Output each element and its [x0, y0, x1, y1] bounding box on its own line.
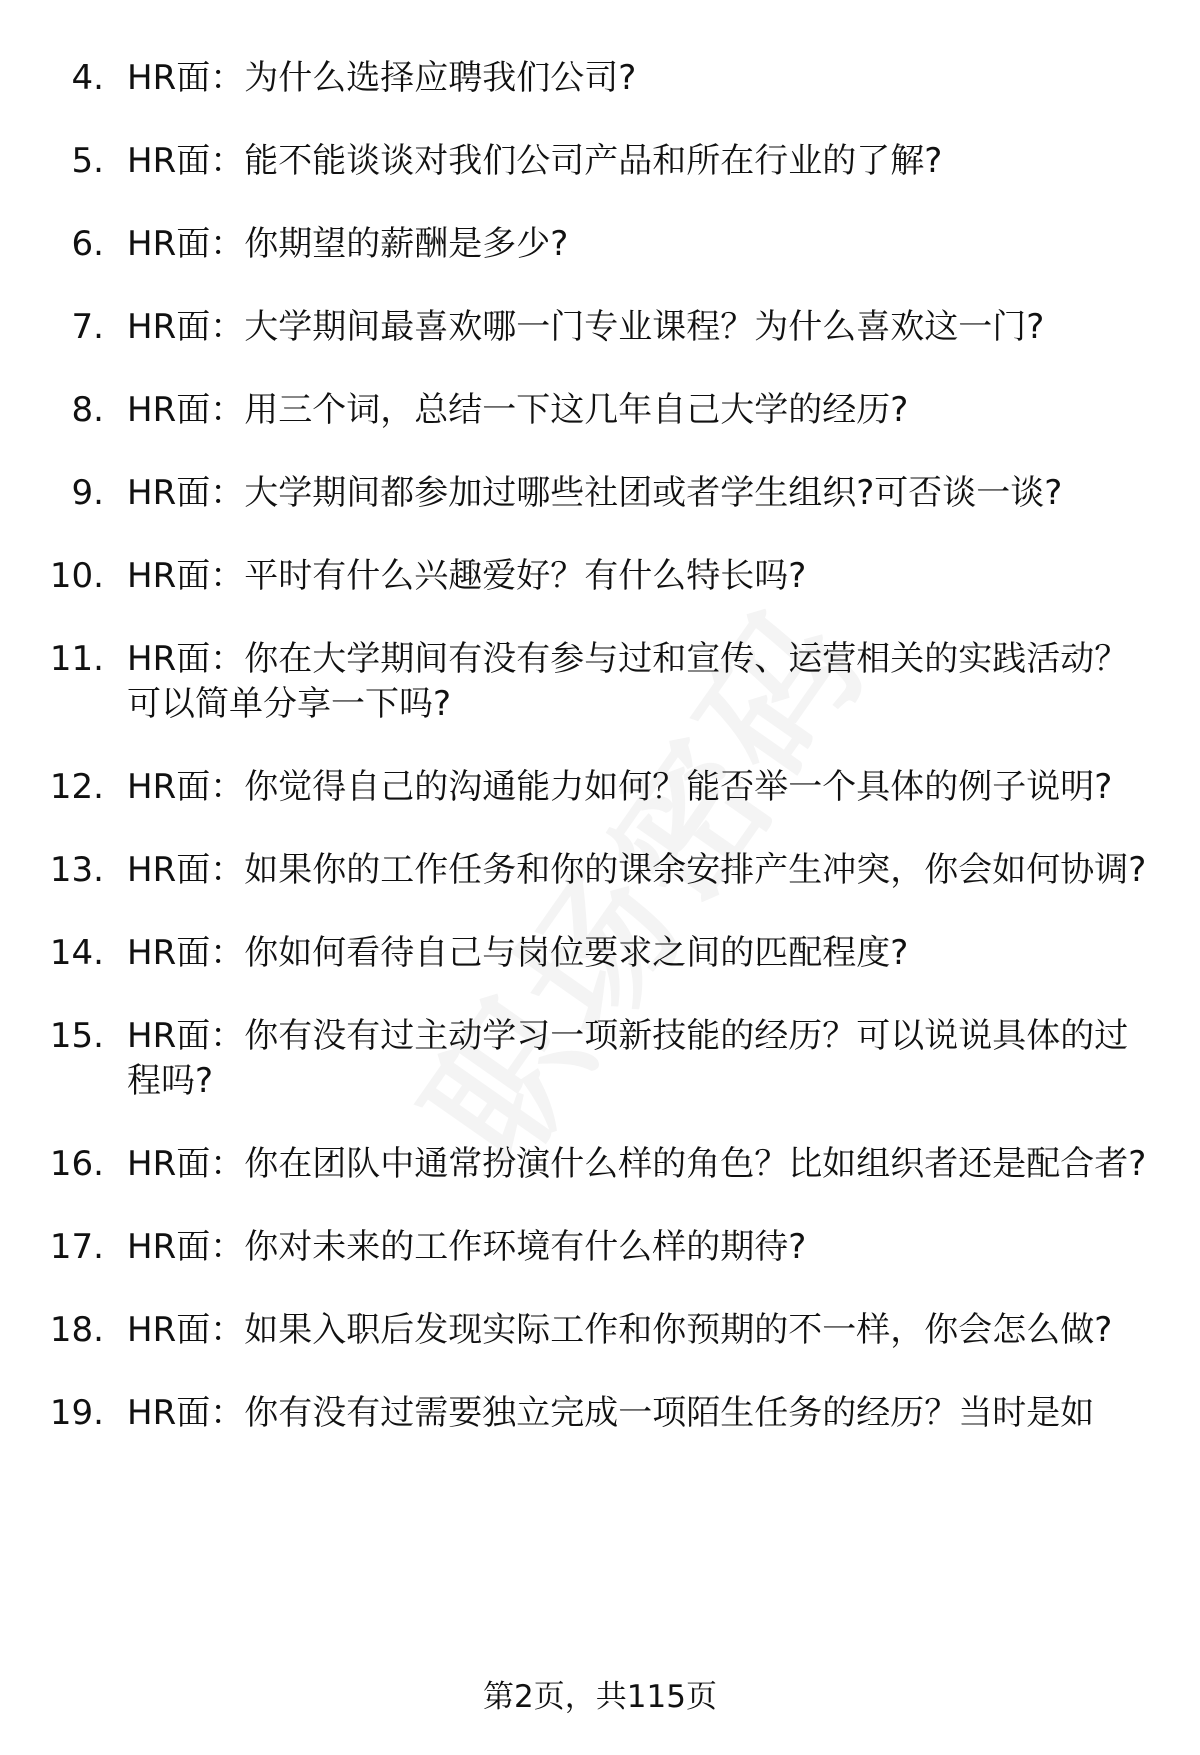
list-item	[0, 1225, 1200, 1270]
item-number: 19.	[49, 1393, 104, 1433]
item-text: HR面：用三个词，总结一下这几年自己大学的经历?	[127, 390, 909, 430]
item-number: 13.	[49, 850, 104, 890]
item-number: 5.	[71, 141, 104, 181]
item-text: HR面：如果你的工作任务和你的课余安排产生冲突，你会如何协调?	[127, 850, 1147, 890]
list-item	[0, 1014, 1200, 1104]
item-text: HR面：你如何看待自己与岗位要求之间的匹配程度?	[127, 933, 909, 973]
list-item	[0, 471, 1200, 516]
list-item	[0, 388, 1200, 433]
list-item	[0, 1391, 1200, 1436]
item-number: 15.	[49, 1016, 104, 1056]
item-number: 12.	[49, 767, 104, 807]
item-text: HR面：能不能谈谈对我们公司产品和所在行业的了解?	[127, 141, 943, 181]
item-text: HR面：为什么选择应聘我们公司?	[127, 58, 637, 98]
list-item	[0, 1308, 1200, 1353]
item-text: HR面：大学期间都参加过哪些社团或者学生组织?可否谈一谈?	[127, 473, 1063, 513]
item-text: HR面：如果入职后发现实际工作和你预期的不一样，你会怎么做?	[127, 1310, 1113, 1350]
item-number: 17.	[49, 1227, 104, 1267]
item-number: 14.	[49, 933, 104, 973]
question-list	[0, 56, 1200, 1474]
list-item	[0, 305, 1200, 350]
list-item	[0, 222, 1200, 267]
item-text: HR面：你觉得自己的沟通能力如何？能否举一个具体的例子说明?	[127, 767, 1113, 807]
item-text: HR面：你对未来的工作环境有什么样的期待?	[127, 1227, 807, 1267]
item-number: 11.	[49, 639, 104, 679]
list-item	[0, 554, 1200, 599]
list-item	[0, 931, 1200, 976]
page-number-footer: 第2页，共115页	[483, 1679, 717, 1715]
list-item	[0, 848, 1200, 893]
item-number: 4.	[71, 58, 104, 98]
item-text: HR面：大学期间最喜欢哪一门专业课程？为什么喜欢这一门?	[127, 307, 1045, 347]
list-item	[0, 1142, 1200, 1187]
list-item	[0, 56, 1200, 101]
item-number: 6.	[71, 224, 104, 264]
item-text: HR面：平时有什么兴趣爱好？有什么特长吗?	[127, 556, 807, 596]
item-text: HR面：你在大学期间有没有参与过和宣传、运营相关的实践活动？可以简单分享一下吗?	[127, 639, 1129, 724]
item-number: 7.	[71, 307, 104, 347]
list-item	[0, 637, 1200, 727]
list-item	[0, 139, 1200, 184]
item-number: 18.	[49, 1310, 104, 1350]
item-number: 8.	[71, 390, 104, 430]
item-text: HR面：你有没有过需要独立完成一项陌生任务的经历？当时是如	[127, 1393, 1095, 1433]
item-text: HR面：你在团队中通常扮演什么样的角色？比如组织者还是配合者?	[127, 1144, 1147, 1184]
item-text: HR面：你有没有过主动学习一项新技能的经历？可以说说具体的过程吗?	[127, 1016, 1129, 1101]
item-number: 9.	[71, 473, 104, 513]
item-number: 16.	[49, 1144, 104, 1184]
item-text: HR面：你期望的薪酬是多少?	[127, 224, 569, 264]
list-item	[0, 765, 1200, 810]
item-number: 10.	[49, 556, 104, 596]
